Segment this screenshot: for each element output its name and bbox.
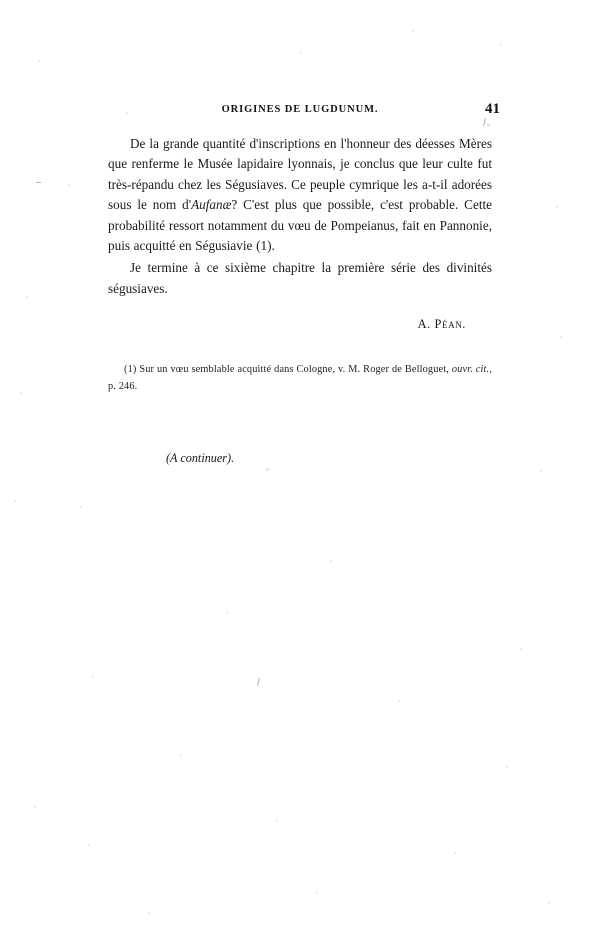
paper-speck [412,30,414,32]
running-head-title: ORIGINES DE LUGDUNUM. [221,104,379,115]
italic-run: Aufanæ [191,197,232,213]
paper-speck [126,112,128,114]
page-number: 41 [485,101,500,117]
paper-speck [540,470,542,472]
running-head [108,101,500,124]
paper-speck [506,766,508,768]
paper-speck [80,506,82,508]
text-column [108,101,500,466]
paper-speck [316,892,318,894]
continuation-note: (A continuer). [166,451,235,466]
text-run: , p. 246. [108,364,493,392]
footnote-1 [108,362,492,395]
paper-speck [92,676,94,678]
paper-speck [20,392,22,394]
italic-run: ouvr. cit. [451,364,490,376]
text-run: (1) Sur un vœu semblable acquitté dans Cologne, v. M. Roger de Belloguet, [124,364,452,376]
text-run: ? C'est plus que possible, c'est probable. Cette probabilité ressort notamment du vœu de Pompeianus, fait en Pannonie, puis acquitté en Ségusiavie (1). [108,197,492,254]
paper-speck [38,60,40,62]
paper-speck [14,500,16,502]
author-signature [108,317,492,332]
paper-speck [454,852,456,854]
paragraph-1 [108,134,492,256]
paper-speck [148,912,150,914]
text-run: De la grande quantité d'inscriptions en l'honneur des déesses Mères que renferme le Musée lapidaire lyonnais, je conclus que leur culte fut très-répandu chez les Ségusiaves. Ce peuple cymrique les a-t-il adorées sous le nom d' [108,136,492,213]
paper-speck [520,648,522,650]
paper-speck [26,296,28,298]
paper-speck [500,44,502,46]
paper-speck [276,820,278,822]
paper-speck [487,124,490,127]
paper-speck [398,700,400,702]
paper-speck [560,336,562,338]
paper-speck [180,754,182,756]
paper-speck [548,902,550,904]
text-run: Je termine à ce sixième chapitre la première série des divinités ségusiaves. [108,260,492,296]
paper-speck [556,206,558,208]
paper-speck [266,468,269,471]
paper-speck [88,844,90,846]
paragraph-2 [108,258,492,299]
margin-dash-mark [36,182,41,183]
author-name: A. Péan. [417,317,466,332]
paper-speck [330,560,332,562]
paper-speck [300,52,302,54]
paper-speck [226,612,228,614]
paper-speck [34,806,36,808]
paper-speck [68,184,70,186]
